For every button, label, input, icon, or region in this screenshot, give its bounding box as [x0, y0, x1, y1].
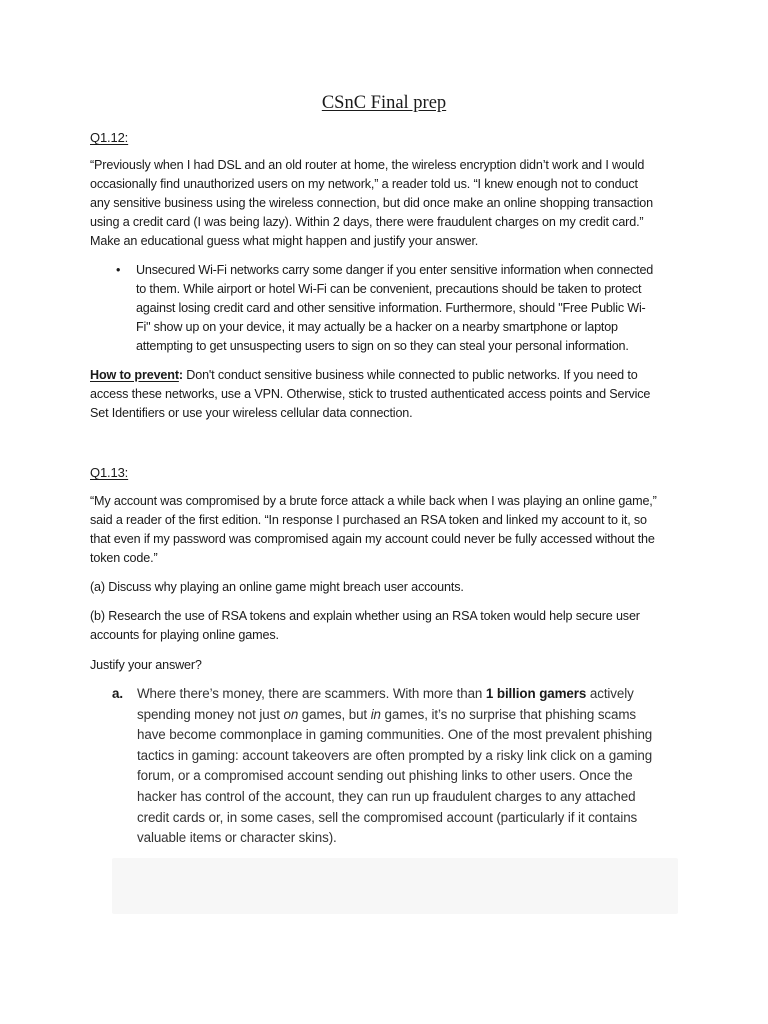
text-line: Make an educational guess what might happen and justify your answer.: [90, 234, 479, 248]
question-number: Q1.13:: [90, 465, 129, 480]
prevent-label: How to prevent: [90, 368, 179, 382]
bullet-text: [136, 261, 686, 356]
question-part-b: [90, 607, 690, 645]
question-number: Q1.12:: [90, 130, 129, 145]
text-line: have become commonplace in gaming communities. One of the most prevalent phishing: [137, 727, 653, 743]
prevention-paragraph: [90, 366, 690, 423]
emphasis-text: on: [283, 706, 299, 722]
justify-prompt: [90, 656, 690, 675]
text-line: (a) Discuss why playing an online game might breach user accounts.: [90, 580, 464, 594]
text-line: said a reader of the first edition. “In response I purchased an RSA token and linked my account to it, so: [90, 513, 647, 527]
text-line: token code.”: [90, 551, 158, 565]
list-marker: a.: [112, 686, 123, 701]
text-run: spending money not just: [137, 706, 284, 722]
question-text-q113: [90, 492, 690, 568]
bullet-marker: •: [116, 263, 121, 277]
prevent-colon: :: [178, 368, 183, 382]
text-line: any sensitive business using the wireless connection, but did once make an online shopping transaction: [90, 196, 653, 210]
answer-text: [137, 684, 692, 849]
text-line: Set Identifiers or use your wireless cellular data connection.: [90, 406, 413, 420]
text-line: to them. While airport or hotel Wi-Fi can be convenient, precautions should be taken to protect: [136, 282, 642, 296]
text-line: credit cards or, in some cases, sell the compromised account (particularly if it contains: [137, 809, 638, 825]
text-run: games, but: [298, 706, 371, 722]
text-line: access these networks, use a VPN. Otherwise, stick to trusted authenticated access points and Service: [90, 387, 651, 401]
text-line: “My account was compromised by a brute force attack a while back when I was playing an online game,”: [90, 494, 657, 508]
prevent-text: Don't conduct sensitive business while connected to public networks. If you need to: [182, 368, 638, 382]
text-line: accounts for playing online games.: [90, 628, 279, 642]
highlight-stat: 1 billion gamers: [485, 686, 587, 701]
question-text-q112: [90, 156, 690, 251]
text-run: games, it’s no surprise that phishing scams: [380, 706, 637, 722]
text-run: Where there’s money, there are scammers. With more than: [137, 686, 486, 701]
text-line: valuable items or character skins).: [137, 830, 337, 846]
text-line: Justify your answer?: [90, 658, 202, 672]
text-line: [137, 684, 692, 705]
text-line: Unsecured Wi-Fi networks carry some danger if you enter sensitive information when connected: [136, 263, 654, 277]
text-line: that even if my password was compromised again my account could never be fully accessed without the: [90, 532, 655, 546]
question-heading-q113: [90, 463, 690, 483]
text-line: [137, 705, 692, 726]
text-line: tactics in gaming: account takeovers are often prompted by a risky link click on a gaming: [137, 747, 653, 763]
text-line: using a credit card (I was being lazy). Within 2 days, there were fraudulent charges on my credit card.”: [90, 215, 644, 229]
text-line: Fi" show up on your device, it may actually be a hacker on a nearby smartphone or laptop: [136, 320, 618, 334]
question-heading-q112: [90, 128, 690, 148]
text-line: hacker has control of the account, they can run up fraudulent charges to any attached: [137, 788, 636, 804]
shaded-block: [112, 858, 678, 914]
page-title: CSnC Final prep: [321, 93, 447, 113]
text-line: “Previously when I had DSL and an old router at home, the wireless encryption didn’t work and I would: [90, 158, 645, 172]
emphasis-text: in: [370, 706, 381, 722]
text-line: attempting to get unsuspecting users to sign on so they can steal your personal information.: [136, 339, 629, 353]
text-run: actively: [586, 686, 634, 701]
text-line: against losing credit card and other sensitive information. Furthermore, should "Free Public Wi-: [136, 301, 646, 315]
text-line: [90, 366, 690, 385]
question-part-a: [90, 578, 690, 597]
text-line: (b) Research the use of RSA tokens and explain whether using an RSA token would help secure user: [90, 609, 640, 623]
text-line: forum, or a compromised account sending out phishing links to other users. Once the: [137, 768, 633, 784]
text-line: occasionally find unauthorized users on my network,” a reader told us. “I knew enough not to conduct: [90, 177, 638, 191]
